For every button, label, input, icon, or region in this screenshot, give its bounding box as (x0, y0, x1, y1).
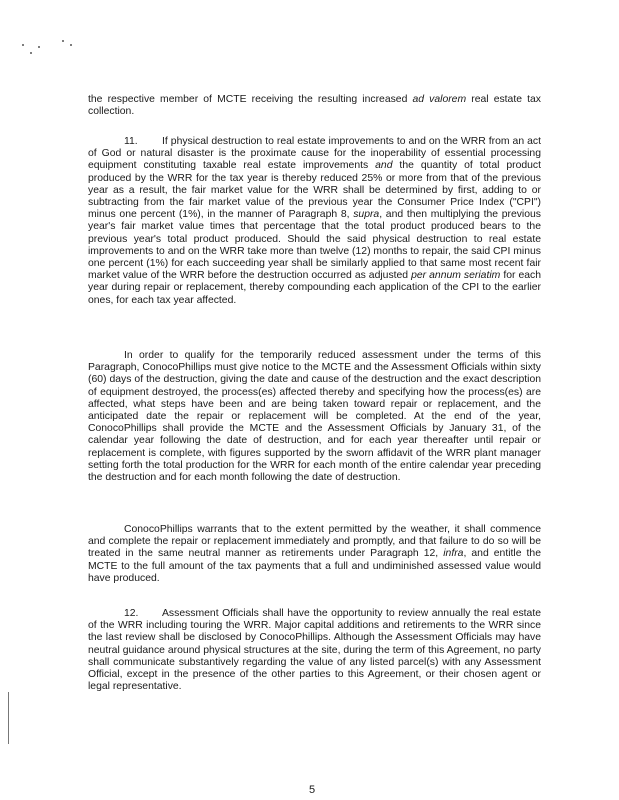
paragraph-text: If physical destruction to real estate improvements to and on the WRR from an act of God or natural disaster is the proximate cause for the inoperability of essential processing equipment constituting taxable real estate improvements (88, 136, 541, 172)
italic-term: and (375, 160, 393, 172)
scan-edge-mark (8, 692, 9, 744)
paragraph-text: the respective member of MCTE receiving the resulting increased (88, 94, 413, 105)
paragraph-text: In order to qualify for the temporarily reduced assessment under the terms of this Paragraph, ConocoPhillips must give notice to the MCTE and the Assessment Officials within sixty (60) days of the destruction, giving the date and cause of the destruction and the exact description of equipment destroyed, the process(es) affected thereby and specifying how the process(es) are affected, what steps have been and are being taken toward repair or replacement, and the anticipated date the repair or replacement will be completed. At the end of the year, ConocoPhillips shall provide the MCTE and the Assessment Officials by January 31, of the calendar year following the date of destruction, and for each year thereafter until repair or replacement is complete, with figures supported by the sworn affidavit of the WRR plant manager setting forth the total production for the WRR for each month of the entire calendar year preceding the destruction and for each month following the date of destruction. (88, 350, 541, 484)
italic-term: supra (353, 209, 380, 221)
paragraph-text: ConocoPhillips warrants that to the extent permitted by the weather, it shall commence and complete the repair or replacement immediately and promptly, and that failure to do so will be treated in the same neutral manner as retirements under Paragraph 12, (88, 524, 541, 560)
scan-speck (70, 44, 72, 46)
paragraph-text: Assessment Officials shall have the opportunity to review annually the real estate of the WRR including touring the WRR. Major capital additions and retirements to the WRR since the last review shall be disclosed by ConocoPhillips. Although the Assessment Officials may have neutral guidance around physical structures at the site, during the term of this Agreement, no party shall communicate substantively regarding the value of any listed parcel(s) with any Assessment Official, except in the presence of the other parties to this Agreement, or their chosen agent or legal representative. (88, 608, 541, 693)
scan-speck (30, 52, 32, 54)
italic-term: infra (443, 548, 464, 560)
paragraph-11 (88, 136, 541, 307)
paragraph-12 (88, 608, 541, 693)
paragraph-number: 11. (124, 136, 138, 147)
paragraph-text: , and then multiplying the previous year's fair market value times that percentage that the total product produced bears to the previous year's total product produced. Should the said physical destruction to real estate improvements to and on the WRR take more than twelve (12) months to repair, the said CPI minus one percent (1%) for each succeeding year shall be similarly applied to that same most recent fair market value of the WRR before the destruction occurred as adjusted (88, 209, 541, 282)
paragraph-warrants (88, 524, 541, 585)
paragraph-text: the quantity of total product produced by the WRR for the tax year is thereby reduced 25% or more from that of the previous year as a result, the fair market value for the WRR shall be determined by first, adding to or subtracting from the fair market value of the previous year the Consumer Price Index ("CPI") minus one percent (1%), in the manner of Paragraph 8, (88, 160, 542, 221)
paragraph-text: , and entitle the MCTE to the full amount of the tax payments that a full and undiminished assessed value would have produced. (88, 548, 541, 584)
scan-speck (62, 40, 64, 42)
scan-speck (22, 44, 24, 46)
paragraph-text: real estate tax collection. (88, 94, 541, 118)
paragraph-number: 12. (124, 608, 139, 619)
page-number: 5 (309, 784, 316, 796)
scan-speck (38, 46, 40, 48)
paragraph-notice (88, 350, 541, 484)
italic-term: ad valorem (412, 94, 467, 105)
paragraph-text: for each year during repair or replacement, thereby compounding each application of the CPI to the earlier ones, for each tax year affected. (88, 270, 542, 306)
paragraph-continued (88, 94, 541, 118)
italic-term: per annum seriatim (411, 270, 501, 282)
